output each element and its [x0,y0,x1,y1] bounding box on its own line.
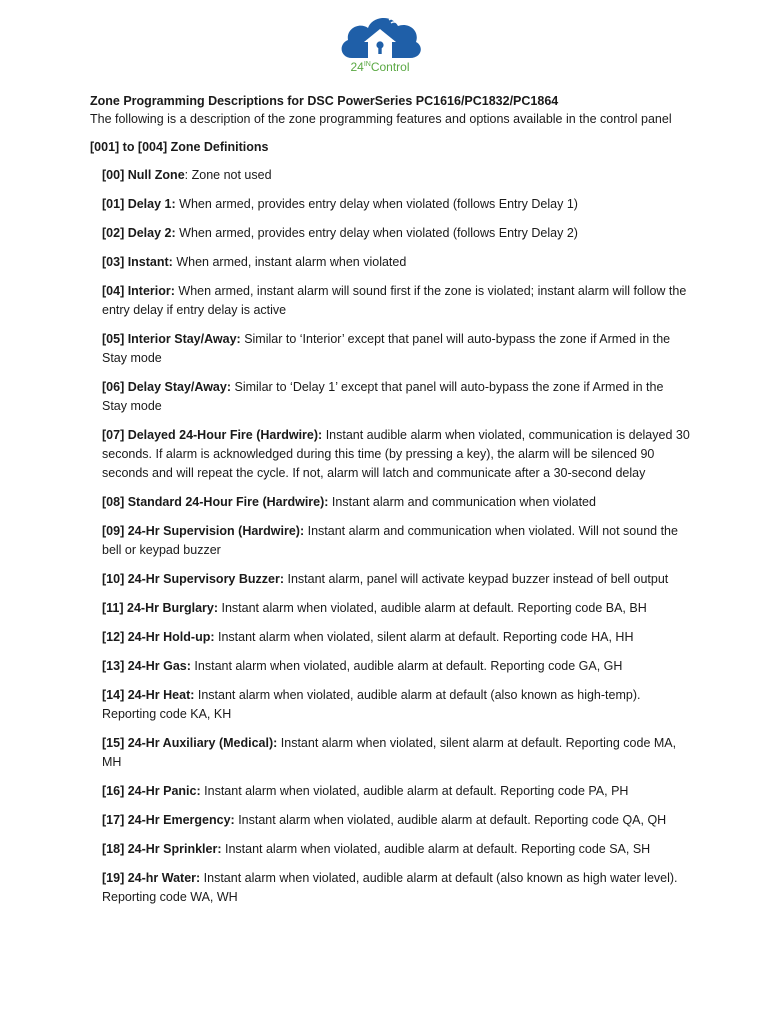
zone-label: [11] 24-Hr Burglary: [102,601,219,615]
zone-description: Instant alarm, panel will activate keypad buzzer instead of bell output [287,572,669,586]
zone-definition [102,657,690,676]
zone-definition [102,628,690,647]
zone-label: [04] Interior: [102,284,175,298]
zone-description: Instant alarm when violated, audible alarm at default. Reporting code GA, GH [194,659,623,673]
zone-description: Instant alarm when violated, audible alarm at default. Reporting code BA, BH [221,601,647,615]
zone-definition [102,840,690,859]
zone-definition [102,330,690,368]
zone-description: Instant audible alarm when violated, communication is delayed 30 seconds. If alarm is acknowledged during this time (by pressing a key), the alarm will be silenced 90 seconds and will repeat the cycle. If not, alarm will latch and communicate after a 30-second delay [102,428,690,480]
zone-label: [16] 24-Hr Panic: [102,784,201,798]
zone-definition [102,570,690,589]
zone-label: [05] Interior Stay/Away: [102,332,241,346]
zone-description: Similar to ‘Interior’ except that panel will auto-bypass the zone if Armed in the Stay mode [102,332,671,365]
zone-definition [102,195,690,214]
zone-label: [01] Delay 1: [102,197,176,211]
section-heading: [001] to [004] Zone Definitions [90,140,269,154]
zone-description: Zone not used [191,168,272,182]
zone-separator: : [184,168,192,182]
zone-label: [03] Instant: [102,255,173,269]
zone-definition [102,686,690,724]
zone-definition [102,166,690,185]
zone-description: Instant alarm and communication when violated [331,495,596,509]
zone-definition [102,282,690,320]
zone-label: [10] 24-Hr Supervisory Buzzer: [102,572,285,586]
zone-definition [102,493,690,512]
zone-description: When armed, instant alarm will sound first if the zone is violated; instant alarm will follow the entry delay if entry delay is active [102,284,687,317]
zone-definition [102,869,690,907]
zone-description: When armed, provides entry delay when violated (follows Entry Delay 1) [179,197,578,211]
zone-definition [102,378,690,416]
zone-definition [102,522,690,560]
zone-definition [102,782,690,801]
zone-label: [14] 24-Hr Heat: [102,688,195,702]
zone-definition [102,224,690,243]
zone-label: [08] Standard 24-Hour Fire (Hardwire): [102,495,329,509]
zone-definition [102,426,690,483]
cloud-house-lock-icon [336,12,424,62]
zone-definition [102,599,690,618]
zone-list [90,166,690,907]
zone-description: Instant alarm when violated, silent alarm at default. Reporting code HA, HH [217,630,634,644]
zone-label: [09] 24-Hr Supervision (Hardwire): [102,524,305,538]
brand-logo [336,12,424,78]
zone-description: Instant alarm and communication when violated. Will not sound the bell or keypad buzzer [102,524,678,557]
document-body [90,92,690,917]
zone-description: When armed, provides entry delay when violated (follows Entry Delay 2) [179,226,578,240]
zone-label: [17] 24-Hr Emergency: [102,813,235,827]
brand-prefix: 24 [350,60,364,74]
zone-description: Instant alarm when violated, audible alarm at default. Reporting code SA, SH [224,842,651,856]
zone-definition [102,811,690,830]
zone-description: Instant alarm when violated, audible alarm at default. Reporting code QA, QH [238,813,667,827]
zone-label: [06] Delay Stay/Away: [102,380,231,394]
brand-name [336,60,424,74]
zone-label: [15] 24-Hr Auxiliary (Medical): [102,736,278,750]
zone-label: [02] Delay 2: [102,226,176,240]
zone-description: Instant alarm when violated, audible alarm at default (also known as high water level). Reporting code WA, WH [102,871,678,904]
zone-description: Instant alarm when violated, silent alarm at default. Reporting code MA, MH [102,736,677,769]
zone-definition [102,253,690,272]
zone-description: Instant alarm when violated, audible alarm at default (also known as high-temp). Reporting code KA, KH [102,688,641,721]
zone-label: [07] Delayed 24-Hour Fire (Hardwire): [102,428,323,442]
zone-description: Instant alarm when violated, audible alarm at default. Reporting code PA, PH [204,784,629,798]
zone-description: When armed, instant alarm when violated [176,255,407,269]
zone-description: Similar to ‘Delay 1’ except that panel will auto-bypass the zone if Armed in the Stay mode [102,380,664,413]
zone-label: [13] 24-Hr Gas: [102,659,191,673]
zone-definition [102,734,690,772]
brand-suffix: Control [370,60,410,74]
document-intro: The following is a description of the zone programming features and options available in the control panel [90,112,672,126]
document-title: Zone Programming Descriptions for DSC PowerSeries PC1616/PC1832/PC1864 [90,94,559,108]
zone-label: [00] Null Zone [102,168,185,182]
zone-label: [18] 24-Hr Sprinkler: [102,842,222,856]
zone-label: [12] 24-Hr Hold-up: [102,630,215,644]
zone-label: [19] 24-hr Water: [102,871,201,885]
brand-sup: IN [363,61,371,68]
